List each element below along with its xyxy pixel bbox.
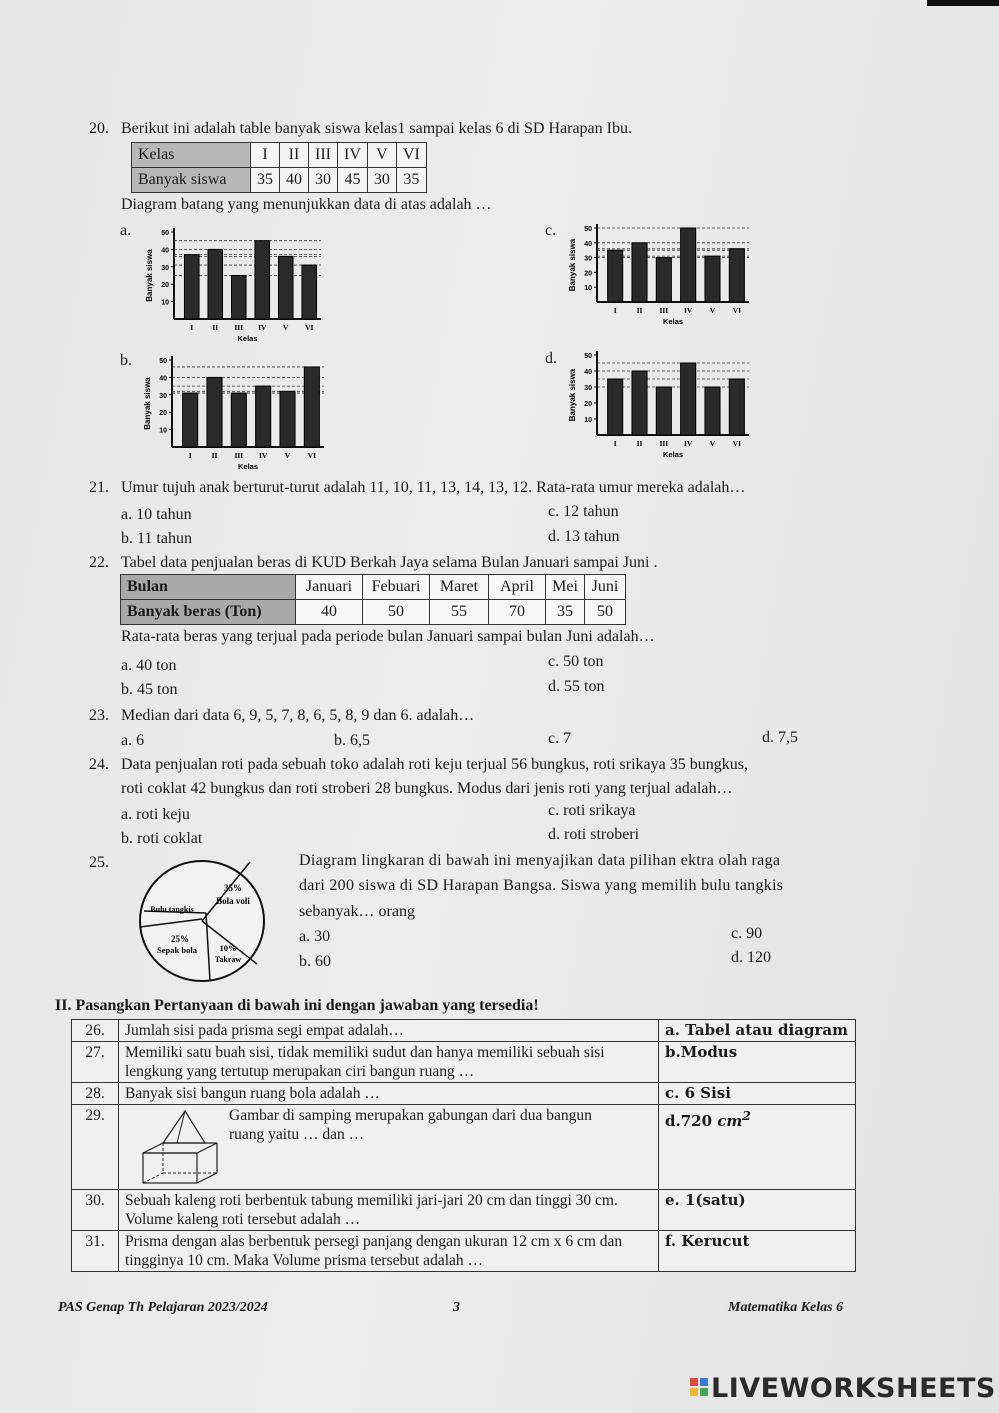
y-tick-label: 30 <box>159 392 167 400</box>
pie-label: Bulu tangkis <box>150 905 194 914</box>
table-row <box>72 1190 856 1231</box>
y-axis-label: Banyak siswa <box>143 377 152 430</box>
chart-a <box>144 222 329 347</box>
q24-line1: Data penjualan roti pada sebuah toko adalah roti keju terjual 56 bungkus, roti srikaya 35 bungkus, <box>121 756 748 773</box>
q24-option-a[interactable]: a. roti keju <box>121 806 190 823</box>
q22-option-c[interactable]: c. 50 ton <box>548 653 604 670</box>
y-tick-label: 20 <box>584 401 592 408</box>
q23-option-d[interactable]: d. 7,5 <box>762 729 798 746</box>
table-cell: 50 <box>363 600 430 625</box>
x-tick-label: IV <box>258 323 267 332</box>
y-tick-label: 50 <box>584 226 592 233</box>
q25-line2: dari 200 siswa di SD Harapan Bangsa. Siswa yang memilih bulu tangkis <box>299 877 784 894</box>
q21-text: Umur tujuh anak berturut-turut adalah 11, 10, 11, 13, 14, 13, 12. Rata-rata umur mereka adalah… <box>121 479 746 496</box>
scan-corner-mark <box>927 0 999 6</box>
table-cell: 35 <box>396 168 426 193</box>
table-cell: V <box>367 143 396 168</box>
table-row <box>72 1231 856 1272</box>
q23-text: Median dari data 6, 9, 5, 7, 8, 6, 5, 8, 9 dan 6. adalah… <box>121 707 475 724</box>
section-2-title: II. Pasangkan Pertanyaan di bawah ini dengan jawaban yang tersedia! <box>55 997 539 1014</box>
x-tick-label: III <box>659 306 669 315</box>
x-tick-label: II <box>636 439 643 448</box>
footer-right: Matematika Kelas 6 <box>728 1300 844 1315</box>
row-number: 26. <box>72 1020 119 1042</box>
y-tick-label: 40 <box>584 369 592 376</box>
pie-label: Takraw <box>214 955 242 964</box>
table-cell: 55 <box>430 600 489 625</box>
q21-number: 21. <box>89 479 109 496</box>
bar <box>705 387 720 435</box>
q23-option-c[interactable]: c. 7 <box>548 730 572 747</box>
table-cell: 70 <box>489 600 546 625</box>
table-cell: 35 <box>546 600 585 625</box>
x-tick-label: III <box>234 451 244 460</box>
q22-prompt: Rata-rata beras yang terjual pada periode bulan Januari sampai bulan Juni adalah… <box>121 628 655 645</box>
x-tick-label: II <box>636 306 643 315</box>
y-axis-label: Banyak siswa <box>568 238 577 292</box>
x-axis-label: Kelas <box>662 317 684 326</box>
bar <box>681 363 696 435</box>
answer-unit: cm <box>717 1112 743 1130</box>
x-tick-label: VI <box>307 451 317 460</box>
bar <box>302 265 317 319</box>
bar <box>207 377 222 447</box>
q22-option-d[interactable]: d. 55 ton <box>548 678 605 695</box>
table-row <box>72 1042 856 1083</box>
y-tick-label: 50 <box>584 353 592 360</box>
bar <box>304 367 319 447</box>
q25-option-c[interactable]: c. 90 <box>731 925 763 942</box>
table-cell: 45 <box>338 168 368 193</box>
x-tick-label: V <box>284 451 291 460</box>
x-tick-label: V <box>709 439 716 448</box>
q22-table-row-bulan <box>121 575 626 600</box>
table-row <box>72 1083 856 1105</box>
answer-value: d.720 <box>665 1112 713 1130</box>
pie-label-percent: 10% <box>219 943 237 953</box>
q22-text: Tabel data penjualan beras di KUD Berkah Jaya selama Bulan Januari sampai Juni . <box>121 554 658 571</box>
x-tick-label: II <box>212 323 219 332</box>
q23-option-b[interactable]: b. 6,5 <box>334 732 370 749</box>
bar <box>729 249 744 302</box>
x-axis-label: Kelas <box>237 462 259 471</box>
bar <box>184 255 199 319</box>
row-number: 27. <box>72 1042 119 1083</box>
y-tick-label: 40 <box>584 240 592 248</box>
bar <box>255 241 270 319</box>
row-number: 28. <box>72 1083 119 1105</box>
q20-table-header: Kelas <box>132 143 251 168</box>
row-answer[interactable]: c. 6 Sisi <box>659 1083 856 1105</box>
q22-option-b[interactable]: b. 45 ton <box>121 681 178 698</box>
table-cell: 40 <box>296 600 363 625</box>
pie-label: Sepak bola <box>157 945 197 955</box>
q22-number: 22. <box>89 554 109 571</box>
q22-option-a[interactable]: a. 40 ton <box>121 657 177 674</box>
q22-table-header: Bulan <box>121 575 296 600</box>
y-tick-label: 50 <box>159 358 167 365</box>
y-tick-label: 30 <box>161 264 169 272</box>
x-tick-label: V <box>283 323 289 332</box>
pie-chart <box>132 856 272 991</box>
table-row <box>72 1020 856 1042</box>
q24-option-d[interactable]: d. roti stroberi <box>548 826 640 843</box>
table-cell: Januari <box>296 575 363 600</box>
pie-label: Bola voli <box>216 896 250 906</box>
q21-option-a[interactable]: a. 10 tahun <box>121 506 192 523</box>
y-tick-label: 10 <box>161 299 169 307</box>
row-question: Banyak sisi bangun ruang bola adalah … <box>119 1083 659 1105</box>
table-cell: II <box>280 143 309 168</box>
q25-line3: sebanyak… orang <box>299 903 415 920</box>
y-tick-label: 20 <box>159 410 167 418</box>
q22-table-header: Banyak beras (Ton) <box>121 600 296 625</box>
y-tick-label: 40 <box>161 247 169 255</box>
x-tick-label: VI <box>732 306 742 315</box>
combined-solid-figure <box>133 1109 233 1189</box>
bar <box>729 379 744 435</box>
q20-prompt: Diagram batang yang menunjukkan data di atas adalah … <box>121 196 492 213</box>
table-row <box>72 1105 856 1190</box>
q20-number: 20. <box>89 120 109 137</box>
bar <box>183 393 198 447</box>
x-tick-label: II <box>211 451 218 460</box>
q20-table-row-siswa <box>132 168 427 193</box>
x-tick-label: I <box>613 439 617 448</box>
table-cell: Maret <box>430 575 489 600</box>
table-cell: 40 <box>280 168 309 193</box>
q25-line1: Diagram lingkaran di bawah ini menyajikan data pilihan ektra olah raga <box>299 852 781 869</box>
x-tick-label: I <box>190 323 194 332</box>
q24-option-b[interactable]: b. roti coklat <box>121 830 203 847</box>
matching-table <box>71 1019 856 1272</box>
q20-option-d-label[interactable]: d. <box>545 350 557 367</box>
table-cell: Juni <box>585 575 626 600</box>
row-question-with-figure <box>119 1105 659 1190</box>
table-cell: Mei <box>546 575 585 600</box>
bar <box>656 387 671 435</box>
brand-text: LIVEWORKSHEETS <box>711 1373 996 1404</box>
pie-label-percent: 25% <box>171 934 189 944</box>
bar <box>208 249 223 319</box>
y-tick-label: 30 <box>584 385 592 392</box>
y-tick-label: 10 <box>159 427 167 435</box>
x-tick-label: V <box>709 306 716 315</box>
x-tick-label: I <box>613 306 617 315</box>
brand-grid-icon <box>690 1378 708 1396</box>
footer-left: PAS Genap Th Pelajaran 2023/2024 <box>58 1300 268 1315</box>
x-axis-label: Kelas <box>662 450 684 459</box>
q25-option-b[interactable]: b. 60 <box>299 953 331 970</box>
table-cell: 30 <box>309 168 338 193</box>
chart-b <box>142 350 332 475</box>
row-question: Gambar di samping merupakan gabungan dari dua bangun ruang yaitu … dan … <box>229 1107 592 1143</box>
table-cell: 50 <box>585 600 626 625</box>
chart-d <box>567 345 757 463</box>
q20-table-row-kelas <box>132 143 427 168</box>
row-question: Memiliki satu buah sisi, tidak memiliki sudut dan hanya memiliki sebuah sisi lengkung yang tertutup merupakan ciri bangun ruang … <box>119 1042 659 1083</box>
q24-line2: roti coklat 42 bungkus dan roti stroberi 28 bungkus. Modus dari jenis roti yang terjual adalah… <box>121 780 733 797</box>
table-cell: I <box>251 143 280 168</box>
q22-table <box>120 574 626 625</box>
x-axis-label: Kelas <box>237 334 258 343</box>
table-cell: VI <box>396 143 426 168</box>
chart-c <box>567 218 757 330</box>
q25-number: 25. <box>89 854 109 871</box>
q23-number: 23. <box>89 707 109 724</box>
bar <box>632 371 647 435</box>
q24-number: 24. <box>89 756 109 773</box>
q22-table-row-beras <box>121 600 626 625</box>
row-question: Jumlah sisi pada prisma segi empat adalah… <box>119 1020 659 1042</box>
table-cell: 35 <box>251 168 280 193</box>
x-tick-label: IV <box>683 306 693 315</box>
table-cell: III <box>309 143 338 168</box>
row-number: 31. <box>72 1231 119 1272</box>
q20-option-b-label[interactable]: b. <box>120 352 132 369</box>
q21-option-c[interactable]: c. 12 tahun <box>548 503 619 520</box>
q24-option-c[interactable]: c. roti srikaya <box>548 802 636 819</box>
x-tick-label: VI <box>305 323 314 332</box>
row-answer[interactable]: a. Tabel atau diagram <box>659 1020 856 1042</box>
y-tick-label: 20 <box>584 270 592 278</box>
bar <box>278 256 293 319</box>
q20-table-header: Banyak siswa <box>132 168 251 193</box>
x-tick-label: IV <box>683 439 693 448</box>
y-tick-label: 40 <box>159 375 167 383</box>
q20-table <box>131 142 427 193</box>
y-axis-label: Banyak siswa <box>568 368 577 422</box>
table-cell: April <box>489 575 546 600</box>
row-answer[interactable]: e. 1(satu) <box>659 1190 856 1231</box>
x-tick-label: I <box>188 451 192 460</box>
y-tick-label: 50 <box>161 230 169 237</box>
answer-unit-exponent: 2 <box>742 1108 751 1123</box>
row-number: 30. <box>72 1190 119 1231</box>
row-answer[interactable]: f. Kerucut <box>659 1231 856 1272</box>
footer-page-number: 3 <box>453 1300 460 1315</box>
q25-option-d[interactable]: d. 120 <box>731 949 771 966</box>
row-question: Prisma dengan alas berbentuk persegi panjang dengan ukuran 12 cm x 6 cm dan tingginya 10 cm. Maka Volume prisma tersebut adalah … <box>119 1231 659 1272</box>
x-tick-label: IV <box>258 451 268 460</box>
bar <box>608 250 623 302</box>
bar <box>256 386 271 447</box>
y-tick-label: 20 <box>161 282 169 290</box>
liveworksheets-logo <box>690 1373 996 1404</box>
q25-option-a[interactable]: a. 30 <box>299 928 331 945</box>
q20-text: Berikut ini adalah table banyak siswa kelas1 sampai kelas 6 di SD Harapan Ibu. <box>121 120 632 137</box>
pie-label-percent: 35% <box>224 883 242 893</box>
x-tick-label: VI <box>732 439 742 448</box>
y-axis-label: Banyak siswa <box>145 249 154 302</box>
table-cell: Febuari <box>363 575 430 600</box>
q21-option-d[interactable]: d. 13 tahun <box>548 528 620 545</box>
bar <box>656 258 671 302</box>
bar <box>231 276 246 320</box>
x-tick-label: III <box>659 439 669 448</box>
q20-option-a-label[interactable]: a. <box>120 222 132 239</box>
q21-option-b[interactable]: b. 11 tahun <box>121 530 192 547</box>
bar <box>280 391 295 447</box>
y-tick-label: 30 <box>584 255 592 263</box>
y-tick-label: 10 <box>584 285 592 293</box>
x-tick-label: III <box>234 323 244 332</box>
bar <box>608 379 623 435</box>
q20-option-c-label[interactable]: c. <box>545 222 557 239</box>
row-answer[interactable]: b.Modus <box>659 1042 856 1083</box>
bar <box>632 243 647 302</box>
bar <box>231 393 246 447</box>
row-answer[interactable] <box>659 1105 856 1190</box>
q23-option-a[interactable]: a. 6 <box>121 732 145 749</box>
y-tick-label: 10 <box>584 417 592 424</box>
table-cell: 30 <box>367 168 396 193</box>
row-question: Sebuah kaleng roti berbentuk tabung memiliki jari-jari 20 cm dan tinggi 30 cm. Volume kaleng roti tersebut adalah … <box>119 1190 659 1231</box>
table-cell: IV <box>338 143 368 168</box>
row-number: 29. <box>72 1105 119 1190</box>
bar <box>681 228 696 302</box>
bar <box>705 256 720 302</box>
